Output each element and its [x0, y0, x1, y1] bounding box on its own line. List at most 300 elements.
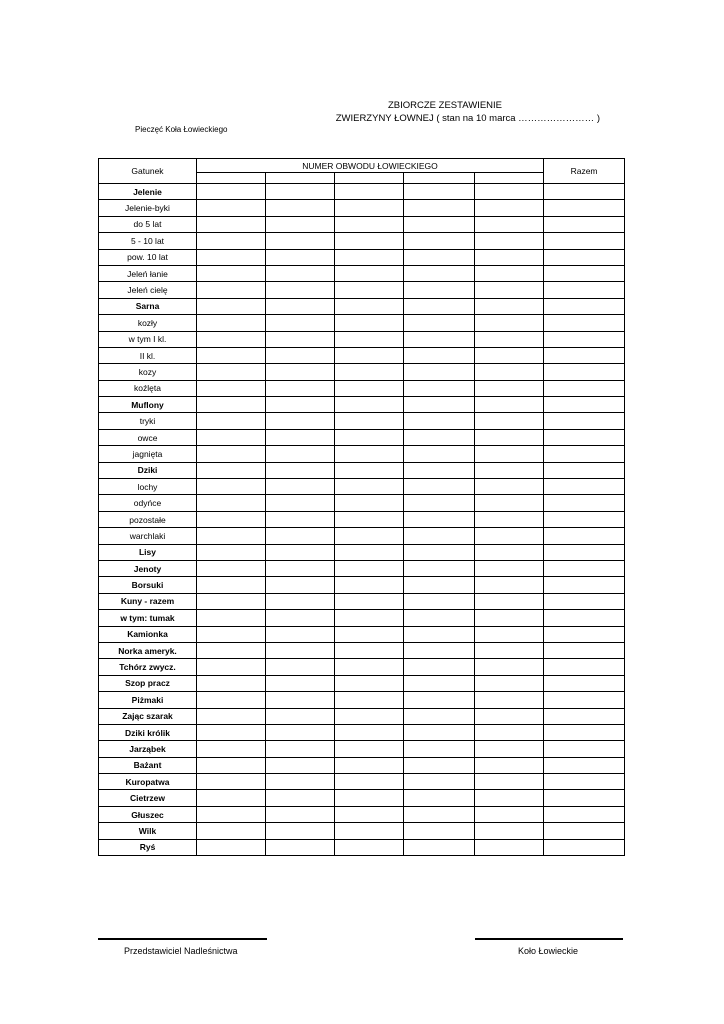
count-cell[interactable] — [197, 315, 266, 331]
count-cell[interactable] — [335, 839, 404, 855]
table-row — [99, 364, 625, 380]
total-cell[interactable] — [544, 380, 625, 396]
count-cell[interactable] — [197, 708, 266, 724]
count-cell[interactable] — [404, 249, 475, 265]
count-cell[interactable] — [197, 790, 266, 806]
count-cell[interactable] — [404, 265, 475, 281]
count-cell[interactable] — [266, 184, 335, 200]
count-cell[interactable] — [335, 659, 404, 675]
count-cell[interactable] — [475, 593, 544, 609]
species-label: Tchórz zwycz. — [99, 659, 197, 675]
total-cell[interactable] — [544, 577, 625, 593]
count-cell[interactable] — [475, 528, 544, 544]
count-cell[interactable] — [475, 184, 544, 200]
count-cell[interactable] — [335, 708, 404, 724]
count-cell[interactable] — [404, 364, 475, 380]
total-cell[interactable] — [544, 184, 625, 200]
table-row — [99, 659, 625, 675]
count-cell[interactable] — [266, 315, 335, 331]
total-cell[interactable] — [544, 823, 625, 839]
count-cell[interactable] — [197, 823, 266, 839]
count-cell[interactable] — [475, 675, 544, 691]
count-cell[interactable] — [404, 692, 475, 708]
count-cell[interactable] — [475, 560, 544, 576]
count-cell[interactable] — [335, 823, 404, 839]
species-label: Dziki — [99, 462, 197, 478]
table-row — [99, 774, 625, 790]
species-label: owce — [99, 429, 197, 445]
count-cell[interactable] — [475, 544, 544, 560]
count-cell[interactable] — [197, 610, 266, 626]
count-cell[interactable] — [404, 806, 475, 822]
count-cell[interactable] — [197, 184, 266, 200]
count-cell[interactable] — [266, 757, 335, 773]
species-label: Piżmaki — [99, 692, 197, 708]
count-cell[interactable] — [335, 692, 404, 708]
species-label: Ryś — [99, 839, 197, 855]
count-cell[interactable] — [475, 282, 544, 298]
count-cell[interactable] — [197, 626, 266, 642]
count-cell[interactable] — [335, 298, 404, 314]
count-cell[interactable] — [197, 528, 266, 544]
count-cell[interactable] — [335, 216, 404, 232]
count-cell[interactable] — [335, 757, 404, 773]
count-cell[interactable] — [266, 249, 335, 265]
total-cell[interactable] — [544, 298, 625, 314]
count-cell[interactable] — [475, 659, 544, 675]
count-cell[interactable] — [266, 364, 335, 380]
total-cell[interactable] — [544, 774, 625, 790]
count-cell[interactable] — [404, 184, 475, 200]
count-cell[interactable] — [475, 380, 544, 396]
count-cell[interactable] — [404, 397, 475, 413]
count-cell[interactable] — [335, 479, 404, 495]
total-cell[interactable] — [544, 429, 625, 445]
column-header-numer-obwodu: NUMER OBWODU ŁOWIECKIEGO — [197, 159, 544, 173]
count-cell[interactable] — [475, 806, 544, 822]
count-cell[interactable] — [404, 528, 475, 544]
count-cell[interactable] — [404, 659, 475, 675]
district-number-cell[interactable] — [404, 173, 475, 184]
count-cell[interactable] — [404, 626, 475, 642]
count-cell[interactable] — [475, 200, 544, 216]
count-cell[interactable] — [335, 495, 404, 511]
count-cell[interactable] — [266, 692, 335, 708]
count-cell[interactable] — [475, 413, 544, 429]
table-row — [99, 577, 625, 593]
count-cell[interactable] — [266, 577, 335, 593]
count-cell[interactable] — [197, 544, 266, 560]
count-cell[interactable] — [335, 364, 404, 380]
table-row — [99, 708, 625, 724]
count-cell[interactable] — [335, 282, 404, 298]
total-cell[interactable] — [544, 642, 625, 658]
total-cell[interactable] — [544, 839, 625, 855]
count-cell[interactable] — [197, 675, 266, 691]
total-cell[interactable] — [544, 544, 625, 560]
table-row — [99, 806, 625, 822]
count-cell[interactable] — [266, 495, 335, 511]
total-cell[interactable] — [544, 790, 625, 806]
count-cell[interactable] — [197, 446, 266, 462]
count-cell[interactable] — [335, 249, 404, 265]
count-cell[interactable] — [475, 462, 544, 478]
species-label: kozy — [99, 364, 197, 380]
table-row — [99, 446, 625, 462]
count-cell[interactable] — [266, 462, 335, 478]
count-cell[interactable] — [475, 757, 544, 773]
count-cell[interactable] — [266, 806, 335, 822]
count-cell[interactable] — [475, 708, 544, 724]
count-cell[interactable] — [475, 446, 544, 462]
count-cell[interactable] — [475, 610, 544, 626]
count-cell[interactable] — [197, 560, 266, 576]
table-row — [99, 544, 625, 560]
table-row — [99, 560, 625, 576]
count-cell[interactable] — [335, 560, 404, 576]
count-cell[interactable] — [404, 708, 475, 724]
count-cell[interactable] — [475, 216, 544, 232]
total-cell[interactable] — [544, 528, 625, 544]
count-cell[interactable] — [266, 429, 335, 445]
table-row — [99, 626, 625, 642]
count-cell[interactable] — [404, 298, 475, 314]
count-cell[interactable] — [197, 397, 266, 413]
count-cell[interactable] — [266, 298, 335, 314]
count-cell[interactable] — [335, 741, 404, 757]
count-cell[interactable] — [404, 380, 475, 396]
count-cell[interactable] — [404, 839, 475, 855]
count-cell[interactable] — [475, 249, 544, 265]
species-label: Bażant — [99, 757, 197, 773]
count-cell[interactable] — [266, 511, 335, 527]
count-cell[interactable] — [475, 642, 544, 658]
count-cell[interactable] — [197, 724, 266, 740]
count-cell[interactable] — [266, 446, 335, 462]
count-cell[interactable] — [266, 823, 335, 839]
species-label: Lisy — [99, 544, 197, 560]
count-cell[interactable] — [475, 741, 544, 757]
count-cell[interactable] — [266, 560, 335, 576]
count-cell[interactable] — [335, 806, 404, 822]
species-label: Szop pracz — [99, 675, 197, 691]
count-cell[interactable] — [266, 200, 335, 216]
table-row — [99, 429, 625, 445]
species-label: Cietrzew — [99, 790, 197, 806]
district-number-cell[interactable] — [197, 173, 266, 184]
table-row — [99, 331, 625, 347]
count-cell[interactable] — [335, 610, 404, 626]
count-cell[interactable] — [266, 282, 335, 298]
count-cell[interactable] — [404, 233, 475, 249]
count-cell[interactable] — [197, 429, 266, 445]
count-cell[interactable] — [197, 839, 266, 855]
count-cell[interactable] — [266, 675, 335, 691]
count-cell[interactable] — [197, 774, 266, 790]
count-cell[interactable] — [475, 823, 544, 839]
total-cell[interactable] — [544, 560, 625, 576]
count-cell[interactable] — [475, 511, 544, 527]
count-cell[interactable] — [404, 282, 475, 298]
total-cell[interactable] — [544, 479, 625, 495]
count-cell[interactable] — [335, 626, 404, 642]
count-cell[interactable] — [404, 823, 475, 839]
count-cell[interactable] — [335, 577, 404, 593]
total-cell[interactable] — [544, 462, 625, 478]
count-cell[interactable] — [404, 429, 475, 445]
count-cell[interactable] — [266, 724, 335, 740]
count-cell[interactable] — [475, 774, 544, 790]
count-cell[interactable] — [335, 315, 404, 331]
count-cell[interactable] — [475, 347, 544, 363]
count-cell[interactable] — [266, 544, 335, 560]
column-header-gatunek: Gatunek — [99, 159, 197, 184]
count-cell[interactable] — [475, 479, 544, 495]
count-cell[interactable] — [197, 577, 266, 593]
district-number-cell[interactable] — [266, 173, 335, 184]
count-cell[interactable] — [335, 380, 404, 396]
signature-line-right — [475, 938, 623, 940]
total-cell[interactable] — [544, 233, 625, 249]
total-cell[interactable] — [544, 331, 625, 347]
count-cell[interactable] — [475, 692, 544, 708]
count-cell[interactable] — [475, 315, 544, 331]
count-cell[interactable] — [404, 315, 475, 331]
count-cell[interactable] — [266, 479, 335, 495]
count-cell[interactable] — [335, 265, 404, 281]
count-cell[interactable] — [266, 708, 335, 724]
table-body — [99, 184, 625, 856]
table-row — [99, 790, 625, 806]
count-cell[interactable] — [404, 216, 475, 232]
count-cell[interactable] — [197, 216, 266, 232]
count-cell[interactable] — [404, 331, 475, 347]
species-label: tryki — [99, 413, 197, 429]
count-cell[interactable] — [404, 462, 475, 478]
count-cell[interactable] — [475, 790, 544, 806]
count-cell[interactable] — [404, 790, 475, 806]
count-cell[interactable] — [266, 610, 335, 626]
count-cell[interactable] — [404, 724, 475, 740]
count-cell[interactable] — [197, 265, 266, 281]
count-cell[interactable] — [266, 233, 335, 249]
total-cell[interactable] — [544, 413, 625, 429]
count-cell[interactable] — [335, 397, 404, 413]
table-row — [99, 757, 625, 773]
table-row — [99, 511, 625, 527]
district-number-cell[interactable] — [475, 173, 544, 184]
count-cell[interactable] — [335, 233, 404, 249]
table-row — [99, 610, 625, 626]
count-cell[interactable] — [404, 347, 475, 363]
count-cell[interactable] — [475, 331, 544, 347]
count-cell[interactable] — [335, 446, 404, 462]
count-cell[interactable] — [404, 741, 475, 757]
total-cell[interactable] — [544, 397, 625, 413]
count-cell[interactable] — [266, 642, 335, 658]
species-label: kozły — [99, 315, 197, 331]
total-cell[interactable] — [544, 216, 625, 232]
total-cell[interactable] — [544, 315, 625, 331]
total-cell[interactable] — [544, 724, 625, 740]
count-cell[interactable] — [335, 724, 404, 740]
table-row — [99, 462, 625, 478]
count-cell[interactable] — [197, 741, 266, 757]
count-cell[interactable] — [266, 593, 335, 609]
total-cell[interactable] — [544, 659, 625, 675]
count-cell[interactable] — [335, 347, 404, 363]
table-row — [99, 839, 625, 855]
count-cell[interactable] — [404, 446, 475, 462]
total-cell[interactable] — [544, 708, 625, 724]
count-cell[interactable] — [475, 577, 544, 593]
count-cell[interactable] — [475, 724, 544, 740]
count-cell[interactable] — [197, 692, 266, 708]
count-cell[interactable] — [404, 495, 475, 511]
count-cell[interactable] — [197, 298, 266, 314]
count-cell[interactable] — [475, 233, 544, 249]
species-label: odyńce — [99, 495, 197, 511]
count-cell[interactable] — [404, 577, 475, 593]
table-row — [99, 184, 625, 200]
count-cell[interactable] — [335, 544, 404, 560]
count-cell[interactable] — [335, 184, 404, 200]
species-label: warchlaki — [99, 528, 197, 544]
total-cell[interactable] — [544, 200, 625, 216]
count-cell[interactable] — [335, 331, 404, 347]
count-cell[interactable] — [475, 626, 544, 642]
total-cell[interactable] — [544, 626, 625, 642]
total-cell[interactable] — [544, 511, 625, 527]
count-cell[interactable] — [404, 642, 475, 658]
count-cell[interactable] — [197, 495, 266, 511]
count-cell[interactable] — [266, 741, 335, 757]
count-cell[interactable] — [404, 479, 475, 495]
count-cell[interactable] — [475, 265, 544, 281]
count-cell[interactable] — [475, 429, 544, 445]
count-cell[interactable] — [475, 839, 544, 855]
total-cell[interactable] — [544, 692, 625, 708]
count-cell[interactable] — [197, 249, 266, 265]
total-cell[interactable] — [544, 741, 625, 757]
total-cell[interactable] — [544, 249, 625, 265]
count-cell[interactable] — [404, 593, 475, 609]
count-cell[interactable] — [335, 511, 404, 527]
count-cell[interactable] — [266, 331, 335, 347]
count-cell[interactable] — [266, 626, 335, 642]
count-cell[interactable] — [197, 331, 266, 347]
count-cell[interactable] — [266, 265, 335, 281]
total-cell[interactable] — [544, 610, 625, 626]
total-cell[interactable] — [544, 495, 625, 511]
count-cell[interactable] — [197, 479, 266, 495]
count-cell[interactable] — [266, 413, 335, 429]
count-cell[interactable] — [266, 380, 335, 396]
count-cell[interactable] — [475, 397, 544, 413]
count-cell[interactable] — [197, 659, 266, 675]
count-cell[interactable] — [197, 282, 266, 298]
count-cell[interactable] — [197, 462, 266, 478]
species-label: Norka ameryk. — [99, 642, 197, 658]
count-cell[interactable] — [475, 495, 544, 511]
count-cell[interactable] — [335, 200, 404, 216]
count-cell[interactable] — [266, 774, 335, 790]
count-cell[interactable] — [335, 593, 404, 609]
total-cell[interactable] — [544, 282, 625, 298]
count-cell[interactable] — [197, 593, 266, 609]
total-cell[interactable] — [544, 593, 625, 609]
count-cell[interactable] — [266, 839, 335, 855]
count-cell[interactable] — [197, 806, 266, 822]
count-cell[interactable] — [197, 511, 266, 527]
count-cell[interactable] — [197, 413, 266, 429]
count-cell[interactable] — [335, 790, 404, 806]
count-cell[interactable] — [404, 544, 475, 560]
count-cell[interactable] — [335, 413, 404, 429]
table-row — [99, 593, 625, 609]
count-cell[interactable] — [404, 675, 475, 691]
count-cell[interactable] — [266, 659, 335, 675]
species-label: Wilk — [99, 823, 197, 839]
species-label: pozostałe — [99, 511, 197, 527]
count-cell[interactable] — [404, 511, 475, 527]
count-cell[interactable] — [335, 675, 404, 691]
count-cell[interactable] — [475, 298, 544, 314]
count-cell[interactable] — [335, 429, 404, 445]
count-cell[interactable] — [404, 413, 475, 429]
count-cell[interactable] — [266, 528, 335, 544]
count-cell[interactable] — [197, 200, 266, 216]
table-row — [99, 380, 625, 396]
count-cell[interactable] — [266, 397, 335, 413]
count-cell[interactable] — [335, 642, 404, 658]
table-row — [99, 200, 625, 216]
count-cell[interactable] — [475, 364, 544, 380]
count-cell[interactable] — [335, 462, 404, 478]
count-cell[interactable] — [404, 560, 475, 576]
count-cell[interactable] — [404, 757, 475, 773]
count-cell[interactable] — [197, 364, 266, 380]
total-cell[interactable] — [544, 757, 625, 773]
total-cell[interactable] — [544, 347, 625, 363]
count-cell[interactable] — [197, 233, 266, 249]
count-cell[interactable] — [266, 347, 335, 363]
count-cell[interactable] — [335, 774, 404, 790]
count-cell[interactable] — [197, 380, 266, 396]
count-cell[interactable] — [197, 347, 266, 363]
total-cell[interactable] — [544, 265, 625, 281]
count-cell[interactable] — [404, 774, 475, 790]
count-cell[interactable] — [266, 216, 335, 232]
count-cell[interactable] — [197, 757, 266, 773]
count-cell[interactable] — [404, 610, 475, 626]
species-label: Jenoty — [99, 560, 197, 576]
count-cell[interactable] — [404, 200, 475, 216]
species-label: Jarząbek — [99, 741, 197, 757]
district-number-cell[interactable] — [335, 173, 404, 184]
total-cell[interactable] — [544, 446, 625, 462]
species-label: Kuny - razem — [99, 593, 197, 609]
total-cell[interactable] — [544, 675, 625, 691]
count-cell[interactable] — [266, 790, 335, 806]
count-cell[interactable] — [197, 642, 266, 658]
form-title: ZBIORCZE ZESTAWIENIE — [387, 100, 502, 111]
species-label: Jelenie-byki — [99, 200, 197, 216]
total-cell[interactable] — [544, 364, 625, 380]
count-cell[interactable] — [335, 528, 404, 544]
total-cell[interactable] — [544, 806, 625, 822]
signature-line-left — [98, 938, 267, 940]
